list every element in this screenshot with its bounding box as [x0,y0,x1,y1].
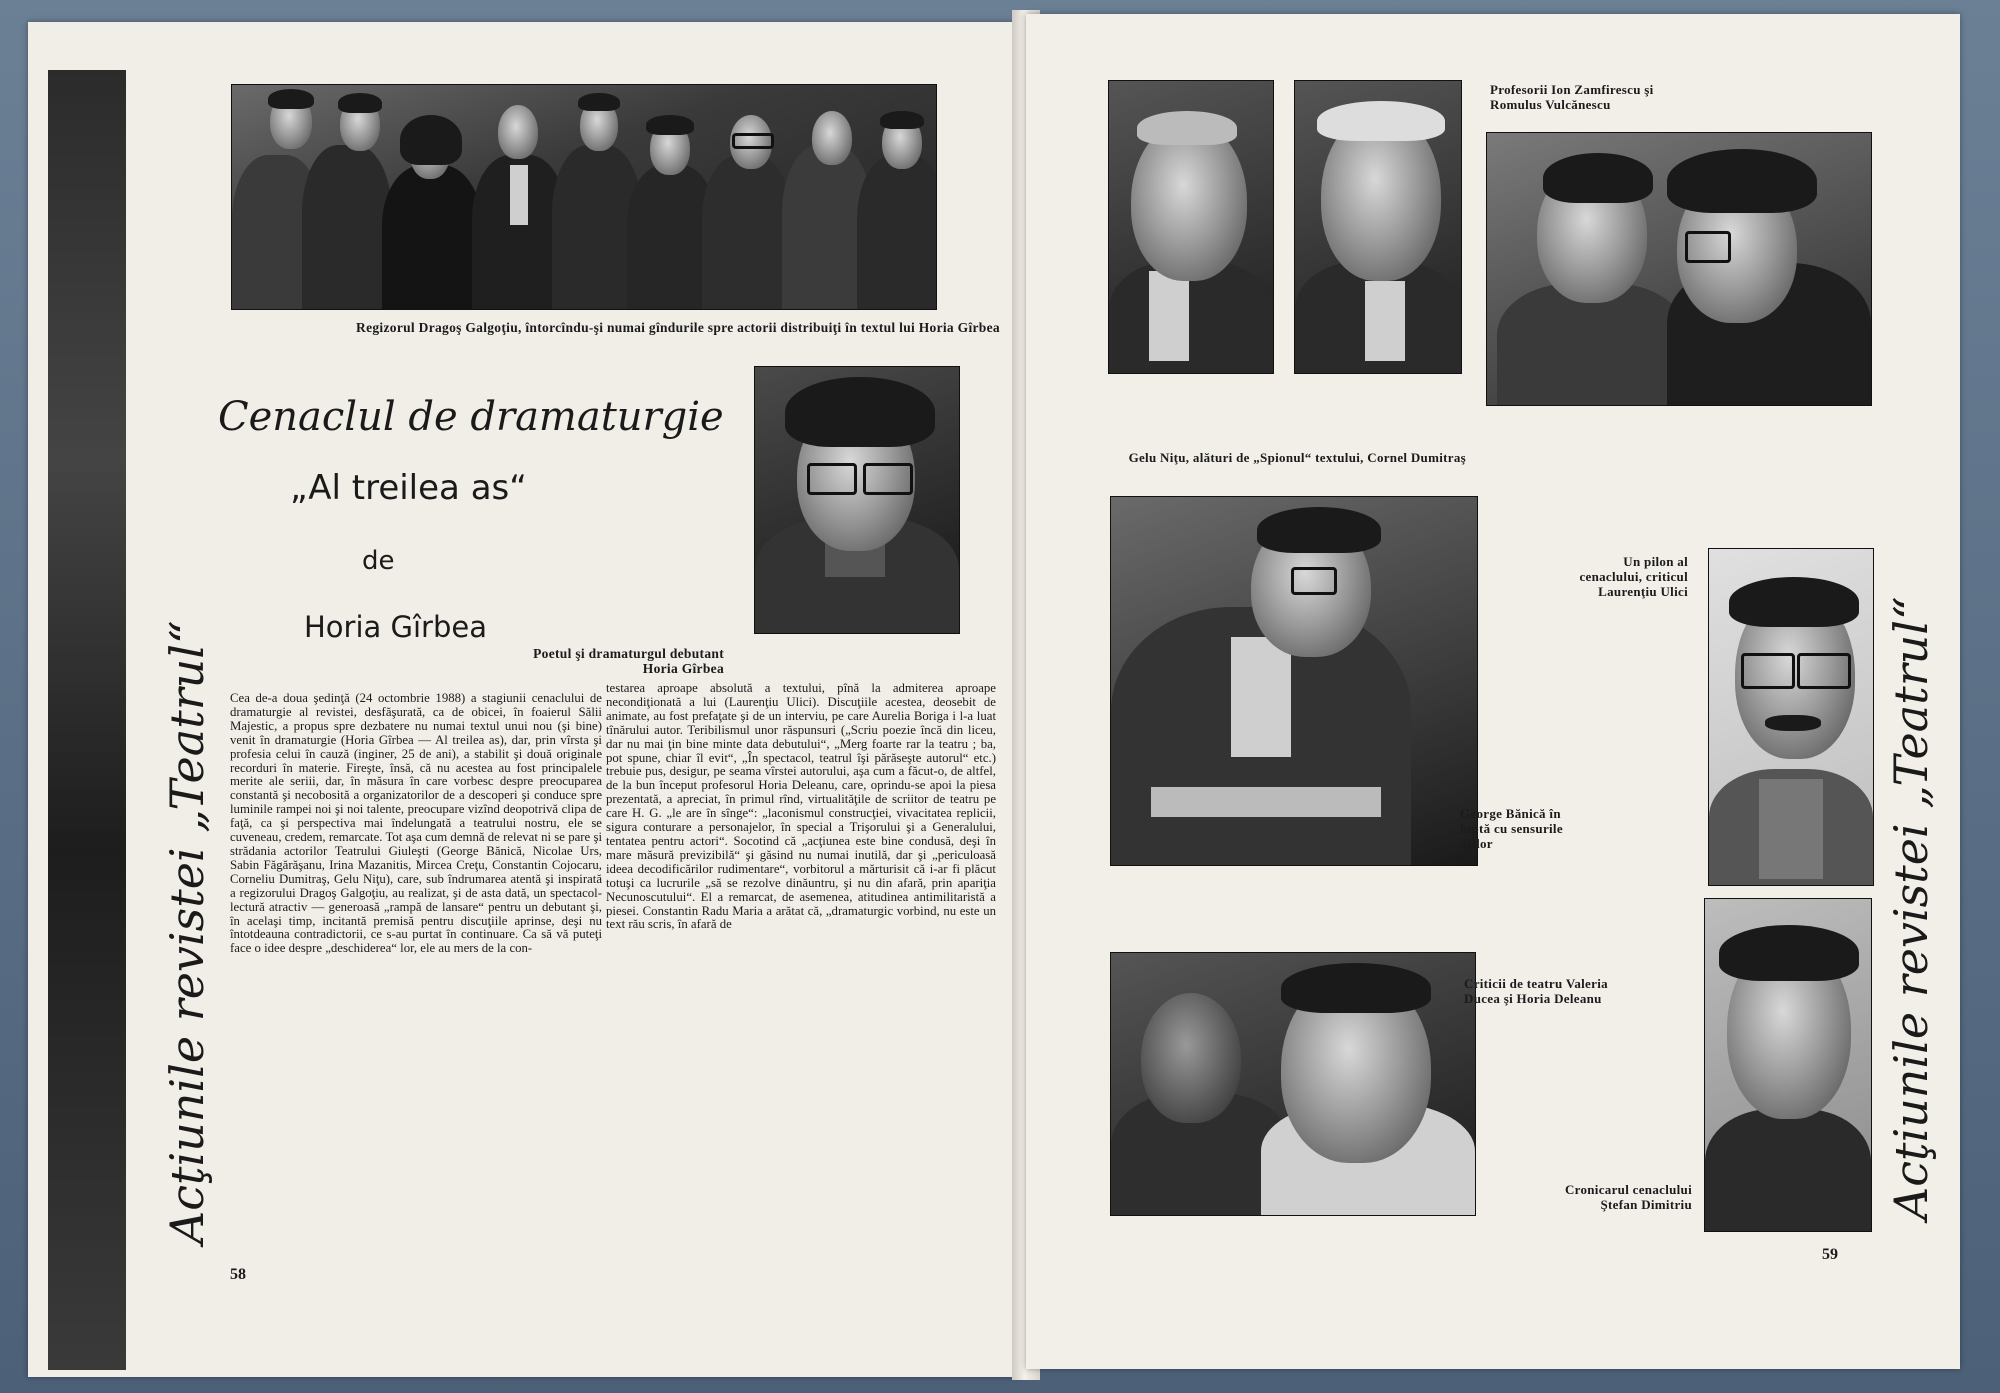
article-column-1-text: Cea de-a doua şedinţă (24 octombrie 1988) a stagiunii cenaclului de dramaturgie al revistei, desfăşurată, ca de obicei, în foaierul Sălii Majestic, a propus spre dezbatere nu numai textul unui nou (şi bine) venit în dramaturgie (Horia Gîrbea — Al treilea as), dar, prin vîrsta şi profesia celui în cauză (inginer, 25 de ani), a stabilit şi două originale recorduri în materie. Fireşte, însă, că nu acestea au fost principalele merite ale seriii, dar, în măsura în care vorbesc despre preocuparea constantă şi necobosită a organizatorilor de a descoperi şi conduce spre luminile rampei noi şi noi talente, preocupare vizînd deopotrivă clipa de faţă, ca şi perspectiva mai îndelungată a teatrului nostru, ele se cuveneau, credem, remarcate. Tot aşa cum demnă de relevat ni se pare şi strădania actorilor Teatrului Giuleşti (George Bănică, Nicolae Urs, Sabin Făgărăşanu, Irina Mazanitis, Mircea Creţu, Constantin Cojocaru, Corneliu Dumitraş, Gelu Niţu), care, sub îndrumarea atentă şi inspirată a regizorului Dragoş Galgoţiu, au realizat, şi de asta dată, un spectacol-lectură atractiv — generoasă „rampă de lansare“ pentru un debutant şi, în acelaşi timp, incitantă premisă pentru discuţiile aprinse, deşi nu întotdeauna contradictorii, ce s-au purtat în continuare. Ca să vă puteţi face o idee despre „deschiderea“ lor, ele au mers de la con- [230,691,602,956]
page-number-left: 58 [230,1266,246,1283]
byline-de: de [362,546,395,576]
caption-pilon: Un pilon al cenaclului, criticul Laurenţiu Ulici [1579,554,1688,599]
photo-valeria-ducea-horia-deleanu [1110,952,1476,1216]
article-column-1 [230,692,602,956]
left-page [28,22,1024,1377]
author-portrait-caption: Poetul şi dramaturgul debutant Horia Gîrbea [533,646,724,676]
article-column-2 [606,682,996,932]
photo-george-banica [1708,548,1874,886]
photo-romulus-vulcanescu [1294,80,1462,374]
caption-critici: Criticii de teatru Valeria Ducea şi Horia Deleanu [1464,976,1608,1006]
article-title: Cenaclul de dramaturgie [218,394,724,440]
author-name: Horia Gîrbea [304,610,487,644]
article-column-2-text: testarea aproape absolută a textului, pînă la admiterea aproape necondiţionată a lui (Laurenţiu Ulici). Discuţiile acestea, deosebit de animate, au fost prefaţate şi de un interviu, pe care Aurelia Boriga i l-a luat tînărului autor. Teribilismul unor răspunsuri („Scriu poezie încă din liceu, dar nu mai ţin bine minte data debutului“, „Merg foarte rar la teatru ; ba, pot spune, chiar îl evit“, „În spectacol, teatrul îşi părăseşte autorul“ etc.) trebuie pus, desigur, pe seama vîrstei autorului, aşa cum a făcut-o, de altfel, de la bun început profesorul Horia Deleanu, care, oprindu-se apoi la piesa prezentată, a apreciat, în primul rînd, virtualităţile de scriitor de teatru pe care H. G. „le are în sînge“: „laconismul construcţiei, vivacitatea replicii, sigura conturare a personajelor, în special a Trişorului şi a Generalului, tentatea pentru actori“. Socotind că „acţiunea este bine condusă, deşi în mare măsură previzibilă“ şi găsind nu numai inutilă, dar şi „periculoasă ideea decodificărilor rudimentare“, vorbitorul a mărturisit că i-ar fi plăcut totuşi ca lucrurile „să se rezolve dinăuntru, şi nu din afară, prin apariţia Necunoscutului“. El a remarcat, de asemenea, atitudinea antimilitaristă a piesei. Constantin Radu Maria a arătat că, „dramaturgic vorbind, nu este un text rău scris, în afară de [606,681,996,932]
right-side-title: Acţiunile revistei „Teatrul“ [1884,596,1938,1220]
author-portrait [754,366,960,634]
caption-profesorii: Profesorii Ion Zamfirescu şi Romulus Vulcănescu [1490,82,1654,112]
group-photo [231,84,937,310]
caption-banica: George Bănică în luptă cu sensurile aşilor [1460,806,1563,851]
caption-gelu-nitu: Gelu Niţu, alături de „Spionul“ textului, Cornel Dumitraş [1128,450,1466,465]
left-side-title: Acţiunile revistei „Teatrul“ [160,620,214,1244]
caption-cronicarul: Cronicarul cenaclului Ştefan Dimitriu [1564,1182,1692,1212]
page-number-right: 59 [1822,1246,1838,1263]
photo-ion-zamfirescu [1108,80,1274,374]
group-photo-caption: Regizorul Dragoş Galgoţiu, întorcîndu-şi numai gîndurile spre actorii distribuiţi în textul lui Horia Gîrbea [356,320,1000,335]
article-subtitle: „Al treilea as“ [290,468,527,508]
photo-stefan-dimitriu [1704,898,1872,1232]
photo-laurentiu-ulici [1110,496,1478,866]
right-page [1026,14,1960,1369]
photo-gelu-nitu-cornel-dumitras [1486,132,1872,406]
dark-edge-image [48,70,126,1370]
